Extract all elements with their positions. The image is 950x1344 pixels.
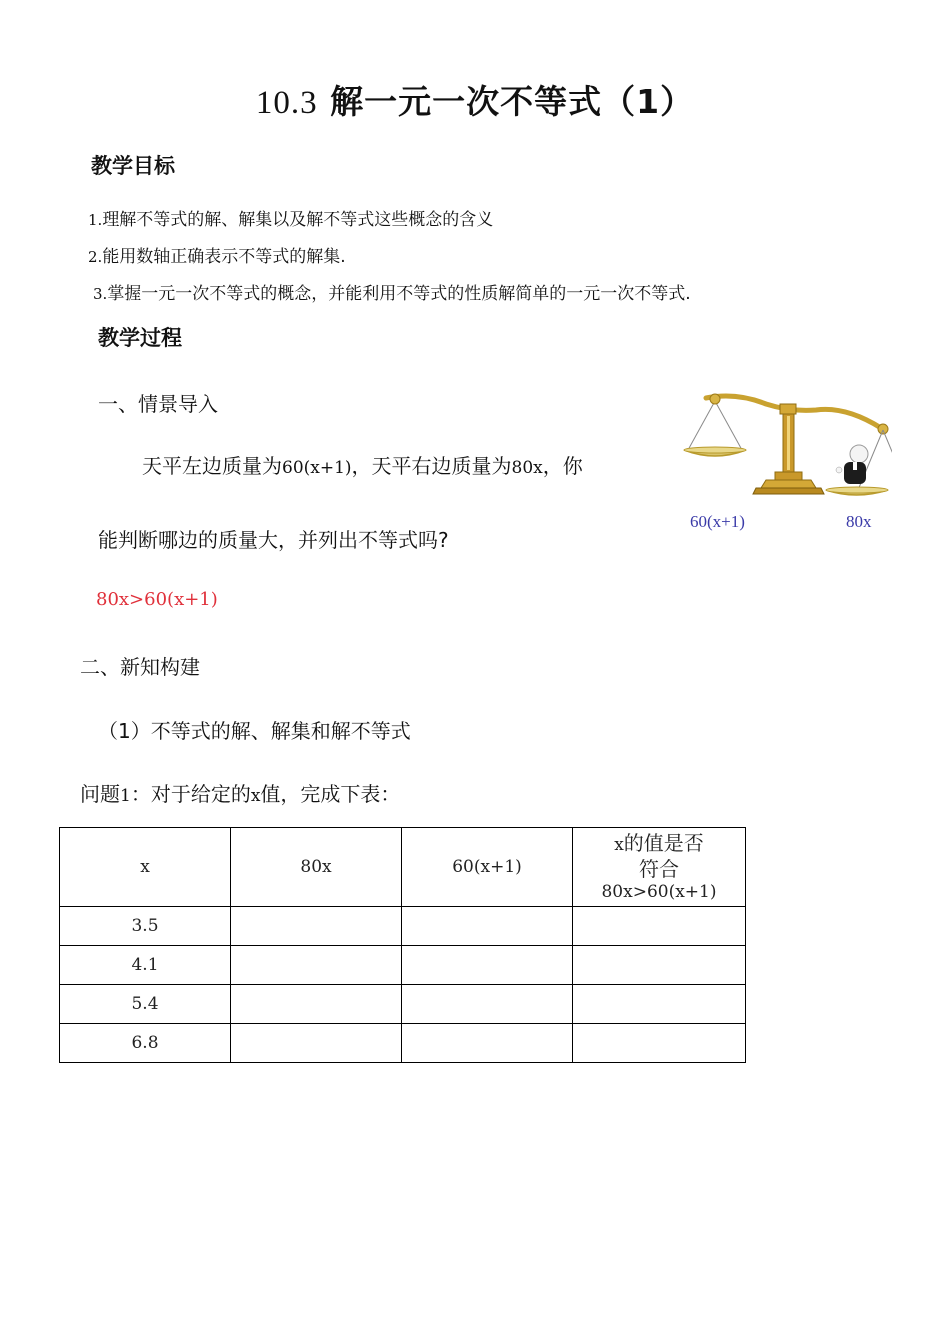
values-table bbox=[59, 827, 746, 1063]
cell-x: 3.5 bbox=[60, 907, 231, 946]
scenario-line-2: 能判断哪边的质量大，并列出不等式吗? bbox=[98, 528, 449, 552]
cell-x: 5.4 bbox=[60, 985, 231, 1024]
table-row bbox=[60, 985, 746, 1024]
header-60x1: 60(x+1) bbox=[402, 828, 573, 907]
cell-60x1[interactable] bbox=[402, 1024, 573, 1063]
header-check: x的值是否 符合 80x>60(x+1) bbox=[573, 828, 746, 907]
header-x: x bbox=[60, 828, 231, 907]
cell-60x1[interactable] bbox=[402, 946, 573, 985]
cell-check[interactable] bbox=[573, 1024, 746, 1063]
objective-item: 1.理解不等式的解、解集以及解不等式这些概念的含义 bbox=[88, 210, 494, 230]
cell-80x[interactable] bbox=[231, 946, 402, 985]
section2-heading: 二、新知构建 bbox=[80, 655, 200, 679]
objectives-heading: 教学目标 bbox=[91, 154, 175, 178]
cell-check[interactable] bbox=[573, 985, 746, 1024]
header-80x: 80x bbox=[231, 828, 402, 907]
section1-heading: 一、情景导入 bbox=[98, 392, 218, 416]
cell-80x[interactable] bbox=[231, 907, 402, 946]
subsection-heading: （1）不等式的解、解集和解不等式 bbox=[98, 719, 411, 743]
cell-x: 6.8 bbox=[60, 1024, 231, 1063]
cell-check[interactable] bbox=[573, 907, 746, 946]
scale-caption-left: 60(x+1) bbox=[690, 512, 745, 531]
cell-check[interactable] bbox=[573, 946, 746, 985]
table-row bbox=[60, 1024, 746, 1063]
scale-caption-right: 80x bbox=[846, 512, 872, 531]
cell-x: 4.1 bbox=[60, 946, 231, 985]
cell-80x[interactable] bbox=[231, 985, 402, 1024]
table-row bbox=[60, 946, 746, 985]
cell-80x[interactable] bbox=[231, 1024, 402, 1063]
page-title bbox=[0, 76, 950, 123]
title-text: 解一元一次不等式（1） bbox=[330, 82, 695, 121]
title-number: 10.3 bbox=[255, 85, 318, 121]
answer-inequality: 80x>60(x+1) bbox=[96, 589, 218, 610]
cell-60x1[interactable] bbox=[402, 985, 573, 1024]
table-row bbox=[60, 907, 746, 946]
balance-scale-icon bbox=[676, 382, 892, 508]
table-header-row bbox=[60, 828, 746, 907]
scenario-line-1: 天平左边质量为60(x+1)，天平右边质量为80x，你 bbox=[142, 454, 583, 478]
cell-60x1[interactable] bbox=[402, 907, 573, 946]
process-heading: 教学过程 bbox=[98, 326, 182, 350]
objective-item: 3.掌握一元一次不等式的概念，并能利用不等式的性质解简单的一元一次不等式. bbox=[93, 284, 691, 304]
question-1: 问题1：对于给定的x值，完成下表： bbox=[80, 782, 401, 806]
objective-item: 2.能用数轴正确表示不等式的解集. bbox=[88, 247, 346, 267]
